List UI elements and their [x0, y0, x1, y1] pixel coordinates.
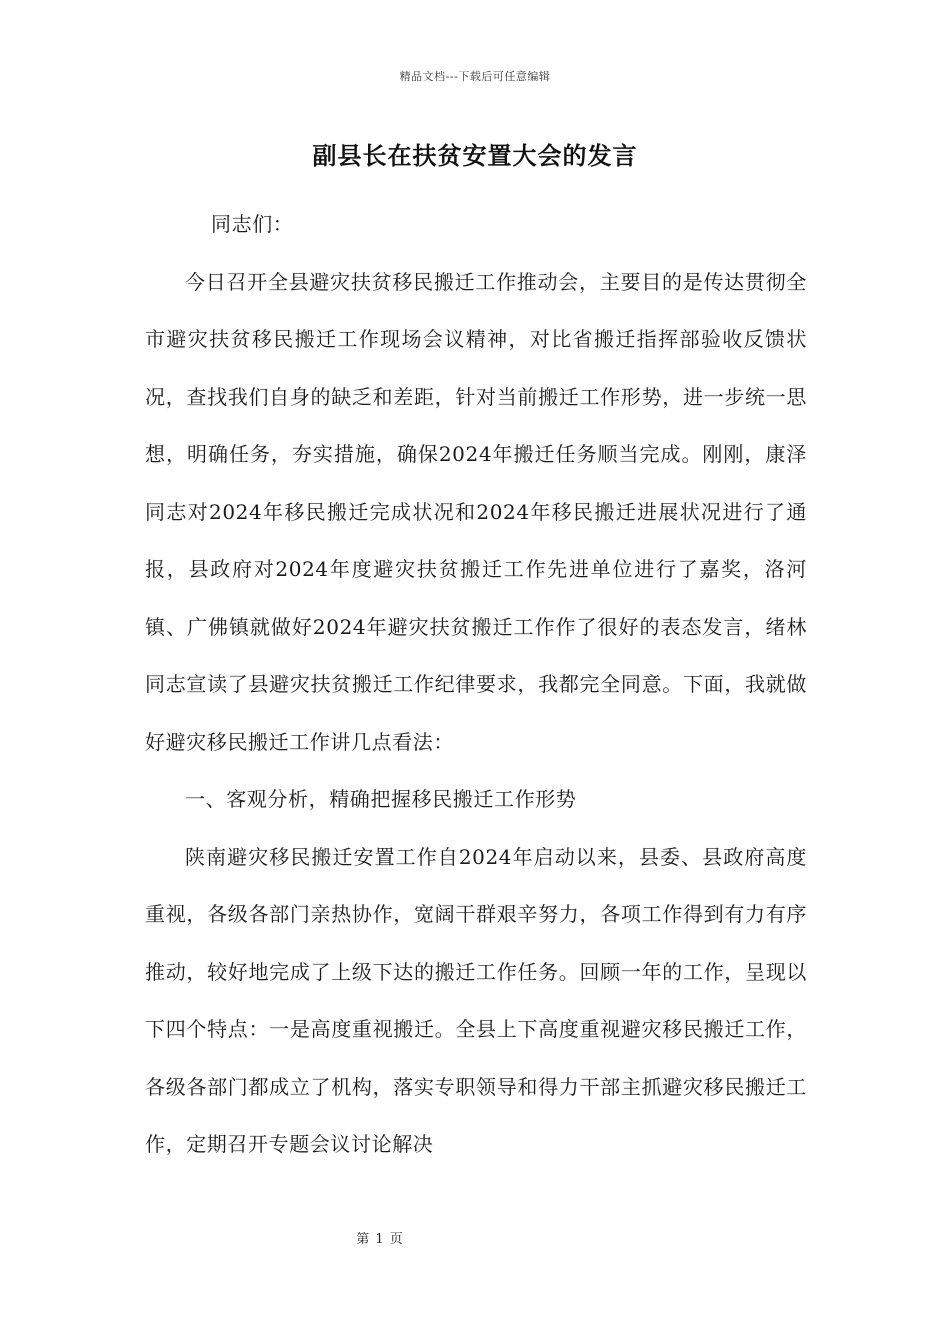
header-note: 精品文档---下载后可任意编辑 — [399, 70, 551, 83]
paragraph-analysis: 陕南避灾移民搬迁安置工作自2024年启动以来，县委、县政府高度重视，各级各部门亲热协作，宽阔干群艰辛努力，各项工作得到有力有序推动，较好地完成了上级下达的搬迁工作任务。回顾一年的工作，呈现以下四个特点：一是高度重视搬迁。全县上下高度重视避灾移民搬迁工作，各级各部门都成立了机构，落实专职领导和得力干部主抓避灾移民搬迁工作，定期召开专题会议讨论解决 — [145, 844, 807, 1156]
document-title: 副县长在扶贫安置大会的发言 — [312, 141, 638, 170]
page-number: 第 1 页 — [356, 1232, 404, 1247]
document-body — [145, 196, 807, 1174]
section-heading: 一、客观分析，精确把握移民搬迁工作形势 — [185, 787, 577, 811]
salutation: 同志们： — [211, 212, 294, 236]
paragraph-intro: 今日召开全县避灾扶贫移民搬迁工作推动会，主要目的是传达贯彻全市避灾扶贫移民搬迁工作现场会议精神，对比省搬迁指挥部验收反馈状况，查找我们自身的缺乏和差距，针对当前搬迁工作形势，进一步统一思想，明确任务，夯实措施，确保2024年搬迁任务顺当完成。刚刚，康泽同志对2024年移民搬迁完成状况和2024年移民搬迁进展状况进行了通报，县政府对2024年度避灾扶贫搬迁工作先进单位进行了嘉奖，洛河镇、广佛镇就做好2024年避灾扶贫搬迁工作作了很好的表态发言，绪林同志宣读了县避灾扶贫搬迁工作纪律要求，我都完全同意。下面，我就做好避灾移民搬迁工作讲几点看法： — [145, 269, 807, 754]
